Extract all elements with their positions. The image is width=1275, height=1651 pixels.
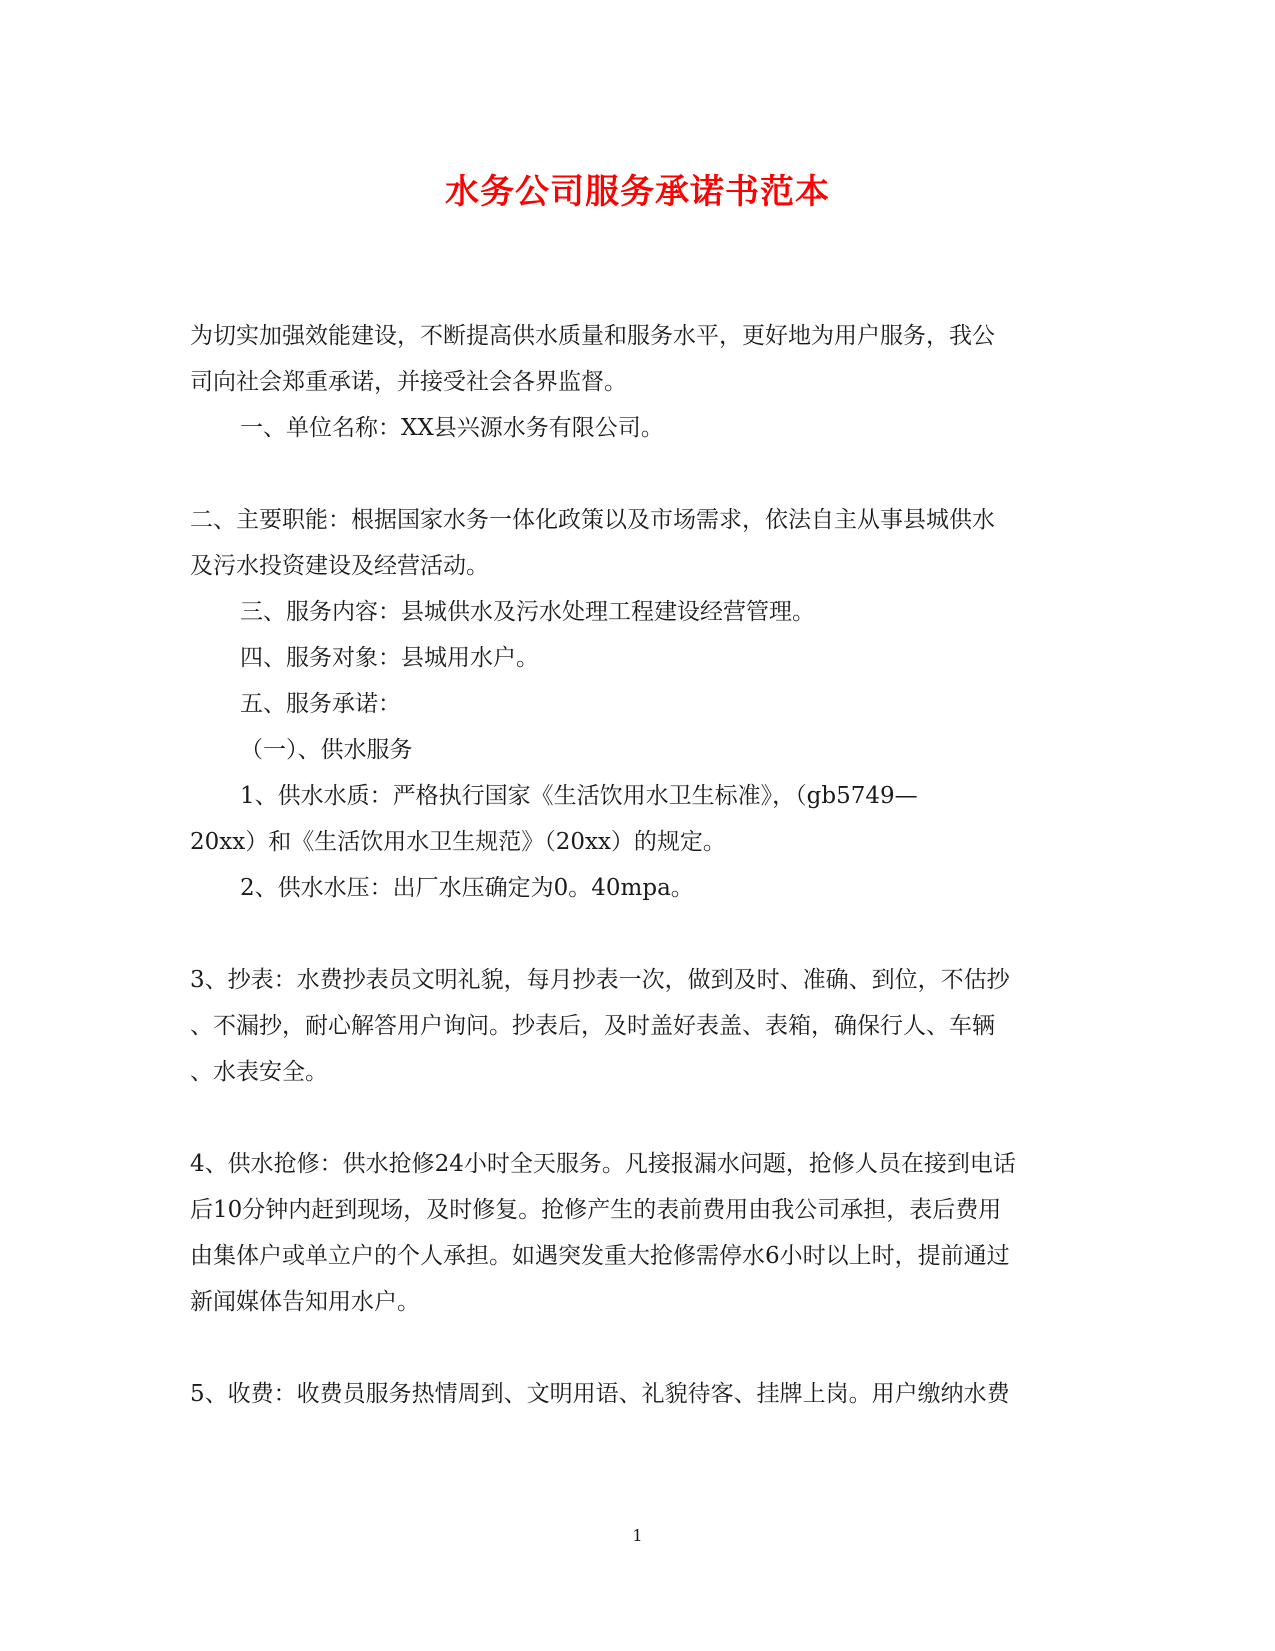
- section-heading: （一）、供水服务: [240, 737, 413, 763]
- document-title: 水务公司服务承诺书范本: [445, 172, 830, 212]
- paragraph-line: 20xx）和《生活饮用水卫生规范》（20xx）的规定。: [190, 829, 726, 855]
- paragraph-line: 司向社会郑重承诺，并接受社会各界监督。: [190, 369, 627, 395]
- paragraph-line: 及污水投资建设及经营活动。: [190, 553, 489, 579]
- paragraph-line: 为切实加强效能建设，不断提高供水质量和服务水平，更好地为用户服务，我公: [190, 323, 995, 349]
- paragraph-line: 1、供水水质：严格执行国家《生活饮用水卫生标准》，（gb5749—: [240, 783, 918, 809]
- paragraph-line: 4、供水抢修：供水抢修24小时全天服务。凡接报漏水问题，抢修人员在接到电话: [190, 1151, 1016, 1177]
- paragraph-line: 二、主要职能：根据国家水务一体化政策以及市场需求，依法自主从事县城供水: [190, 507, 995, 533]
- paragraph-line: 、水表安全。: [190, 1059, 328, 1085]
- paragraph-line: 、不漏抄，耐心解答用户询问。抄表后，及时盖好表盖、表箱，确保行人、车辆: [190, 1013, 995, 1039]
- paragraph-line: 后10分钟内赶到现场，及时修复。抢修产生的表前费用由我公司承担，表后费用: [190, 1197, 1002, 1223]
- paragraph-line: 新闻媒体告知用水户。: [190, 1289, 420, 1315]
- paragraph-line: 5、收费：收费员服务热情周到、文明用语、礼貌待客、挂牌上岗。用户缴纳水费: [190, 1381, 1010, 1407]
- page-number: 1: [632, 1526, 643, 1545]
- paragraph-line: 2、供水水压：出厂水压确定为0。40mpa。: [240, 875, 694, 901]
- paragraph-line: 3、抄表：水费抄表员文明礼貌，每月抄表一次，做到及时、准确、到位，不估抄: [190, 967, 1010, 993]
- paragraph-line: 五、服务承诺：: [240, 691, 401, 717]
- paragraph-line: 一、单位名称：XX县兴源水务有限公司。: [240, 415, 664, 441]
- paragraph-line: 由集体户或单立户的个人承担。如遇突发重大抢修需停水6小时以上时，提前通过: [190, 1243, 1010, 1269]
- paragraph-line: 四、服务对象：县城用水户。: [240, 645, 539, 671]
- paragraph-line: 三、服务内容：县城供水及污水处理工程建设经营管理。: [240, 599, 815, 625]
